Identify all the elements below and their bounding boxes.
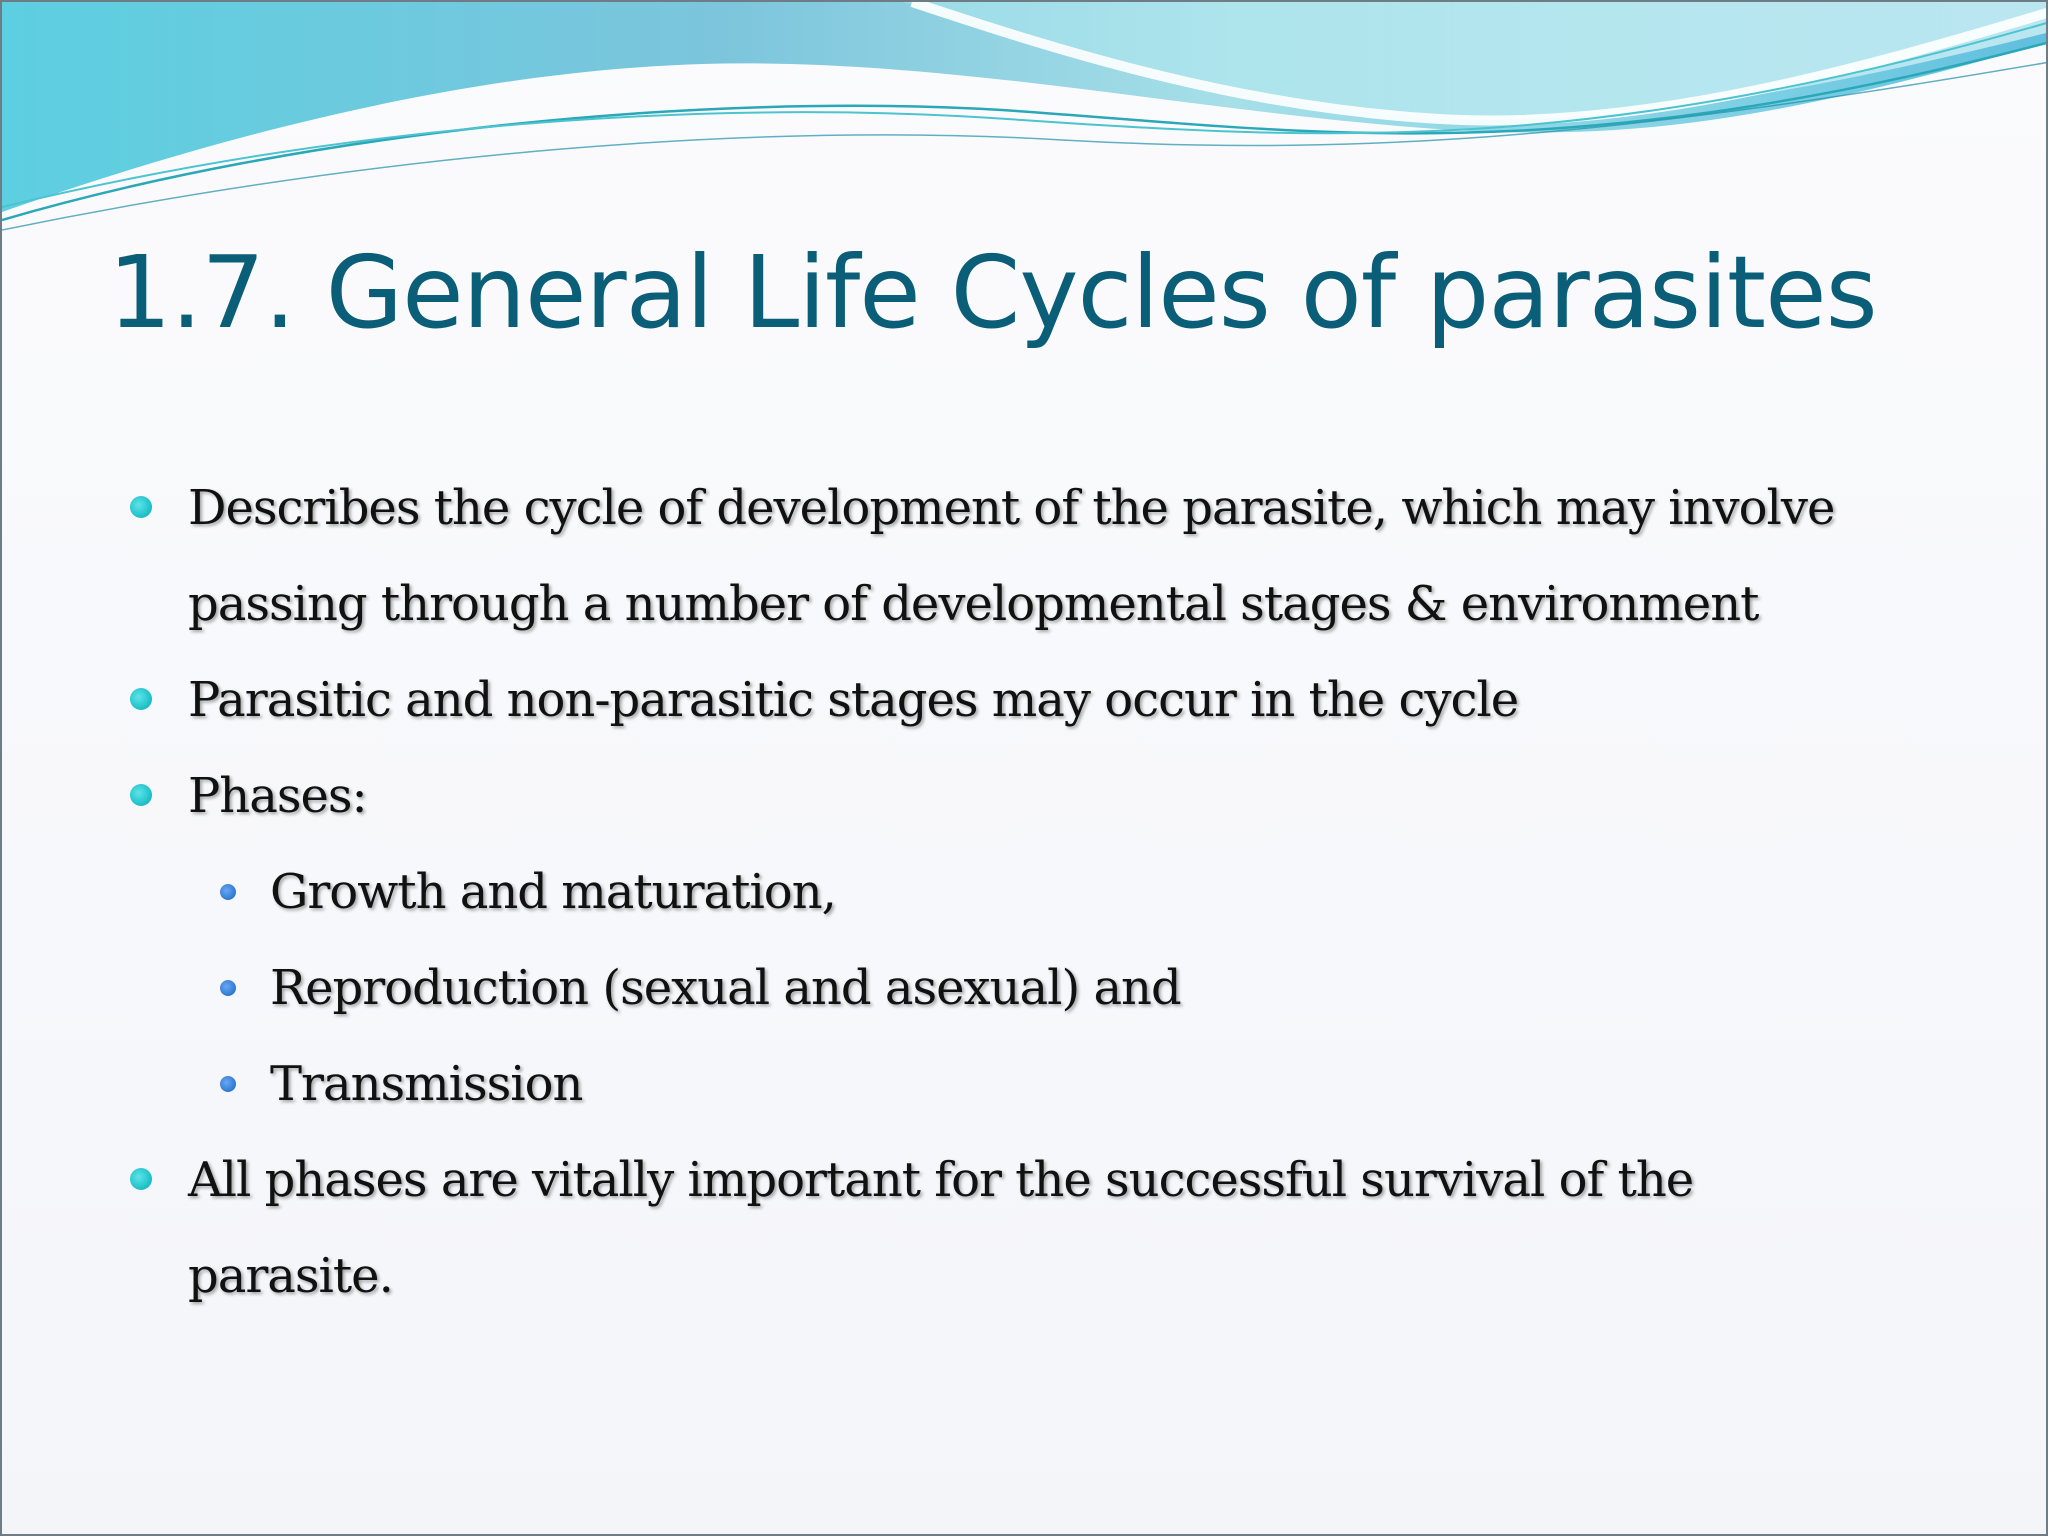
bullet-text: parasite.	[188, 1248, 393, 1304]
sub-bullet-dot-icon	[220, 884, 236, 900]
bullet-item-continuation	[130, 556, 1930, 652]
bullet-item	[130, 748, 1930, 844]
bullet-dot-icon	[130, 688, 152, 710]
slide-title: 1.7. General Life Cycles of parasites	[108, 234, 1877, 351]
sub-bullet-text: Growth and maturation,	[270, 864, 836, 920]
bullet-item-continuation	[130, 1228, 1930, 1324]
bullet-item	[130, 652, 1930, 748]
sub-bullet-text: Reproduction (sexual and asexual) and	[270, 960, 1181, 1016]
bullet-text: All phases are vitally important for the successful survival of the	[188, 1152, 1694, 1208]
sub-bullet-item	[130, 1036, 1930, 1132]
sub-bullet-dot-icon	[220, 1076, 236, 1092]
sub-bullet-item	[130, 844, 1930, 940]
header-wave-decoration	[2, 2, 2048, 242]
bullet-dot-icon	[130, 1168, 152, 1190]
sub-bullet-text: Transmission	[270, 1056, 583, 1112]
bullet-item	[130, 1132, 1930, 1228]
bullet-text: Phases:	[188, 768, 367, 824]
bullet-text: passing through a number of developmental stages & environment	[188, 576, 1759, 632]
bullet-dot-icon	[130, 784, 152, 806]
bullet-text: Describes the cycle of development of the parasite, which may involve	[188, 480, 1835, 536]
bullet-dot-icon	[130, 496, 152, 518]
bullet-list	[130, 460, 1930, 1324]
bullet-item	[130, 460, 1930, 556]
sub-bullet-item	[130, 940, 1930, 1036]
sub-bullet-dot-icon	[220, 980, 236, 996]
bullet-text: Parasitic and non-parasitic stages may occur in the cycle	[188, 672, 1519, 728]
